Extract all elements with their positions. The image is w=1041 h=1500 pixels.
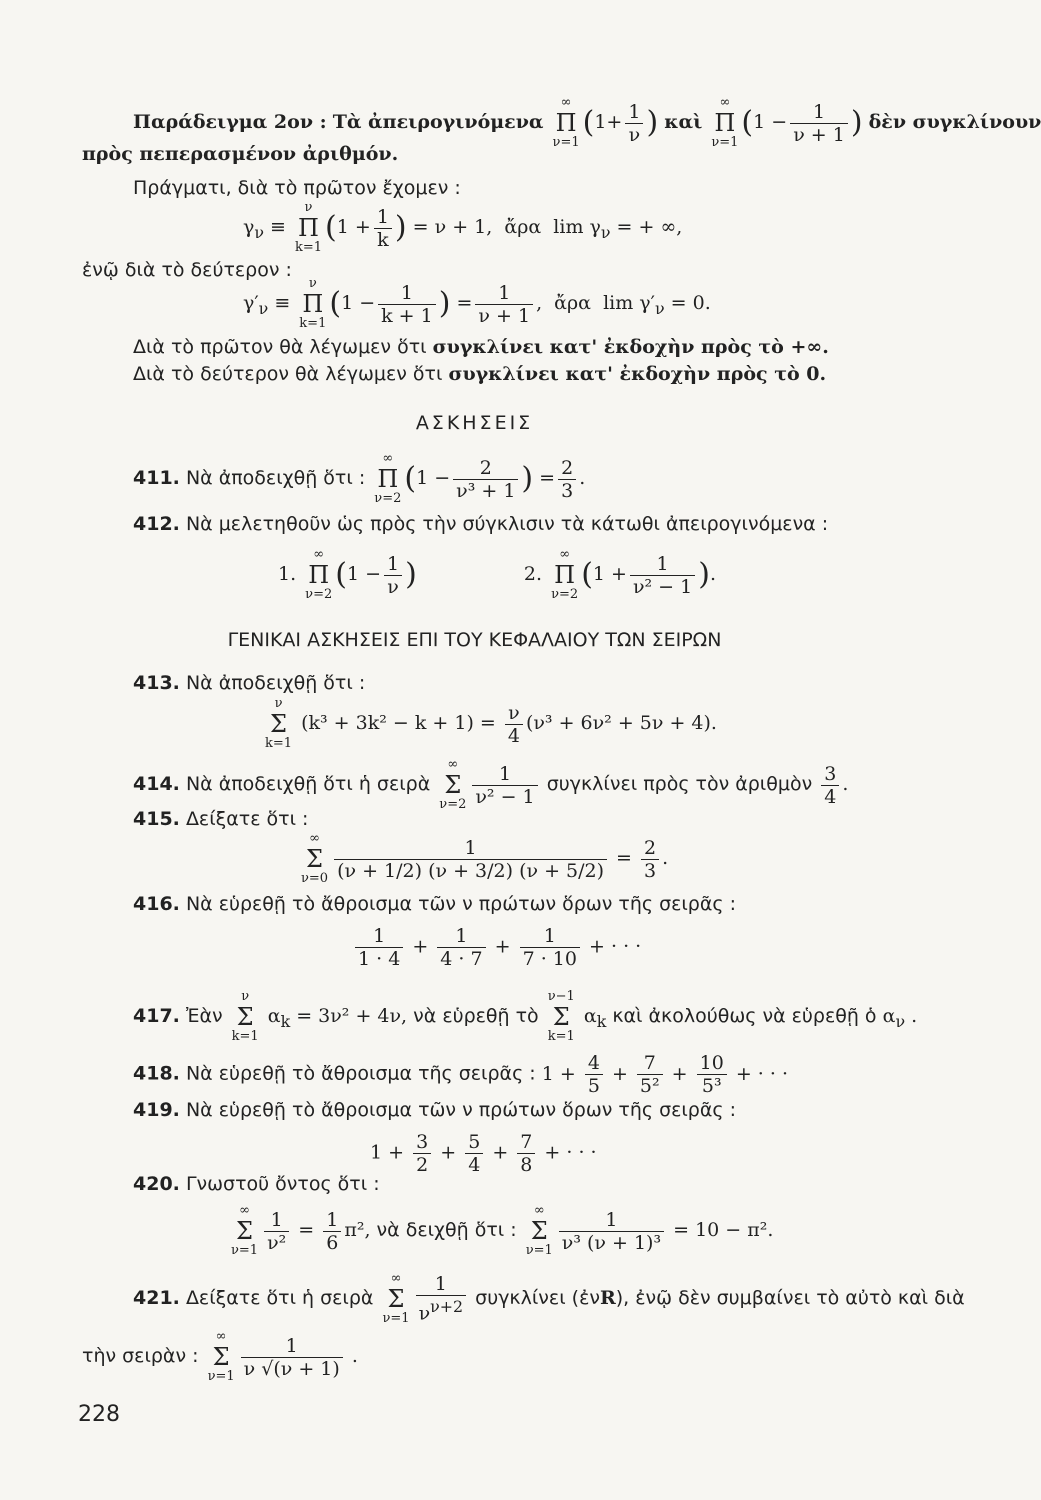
exercise-415-formula: ∞ Σ ν=0 $\frac{1}{(\nu + 1/2) (\nu + 3/2) (\nu + 5/2)}$ = $\frac{2}{3}$ .: [301, 831, 669, 886]
exercise-416: [133, 892, 736, 916]
exercise-420: [133, 1172, 380, 1196]
exercise-text: Νὰ ἀποδειχθῇ ὅτι :: [185, 672, 366, 694]
exercise-number: 421.: [133, 1287, 180, 1309]
reals-symbol: R: [599, 1287, 616, 1309]
exercise-text-2: νὰ εὑρεθῇ τὸ: [413, 1005, 539, 1027]
exercise-421: 421. Δείξατε ὅτι ἡ σειρὰ ∞ Σ ν=1 $\frac{1}{\nu^{\nu+2}}$ συγκλίνει (ἐνR), ἐνῷ δὲν συμβαίνει τὸ αὐτὸ καὶ διὰ: [133, 1271, 965, 1326]
exercise-number: 411.: [133, 467, 180, 489]
exercise-413-formula: ν Σ k=1 (k³ + 3k² − k + 1) = $\frac{\nu}{4}$ (ν³ + 6ν² + 5ν + 4).: [265, 696, 717, 751]
exercise-text: Δείξατε ὅτι ἡ σειρὰ: [185, 1287, 374, 1309]
exercise-416-formula: $\frac{1}{1 \cdot 4}$ + $\frac{1}{4 \cdot 7}$ + $\frac{1}{7 \cdot 10}$ + · · ·: [352, 925, 641, 970]
exercise-text-2: συγκλίνει (ἐν: [475, 1287, 600, 1309]
exercise-text-3: καὶ ἀκολούθως νὰ εὑρεθῇ ὁ: [612, 1005, 877, 1027]
exercise-text: Δείξατε ὅτι :: [185, 808, 309, 830]
product-operator-2: ∞ Π ν=1: [711, 95, 739, 150]
exercise-number: 418.: [133, 1062, 180, 1085]
exercise-417: 417. Ἐὰν ν Σ k=1 $\alpha_k = 3\nu^2 + 4\nu$, νὰ εὑρεθῇ τὸ ν−1 Σ k=1 $\alpha_k$ καὶ ἀκολούθως νὰ εὑρεθῇ ὁ $\alpha_\nu$ .: [133, 989, 918, 1044]
example-line-1: Παράδειγμα 2ον : Τὰ ἀπειρογινόμενα ∞ Π ν=1 (1+ $\frac{1}{\nu}$ ) καὶ ∞ Π ν=1 (1 − $\frac{1}{\nu + 1}$ ) δὲν συγκλίνουν: [133, 95, 1041, 150]
exercise-text-2: νὰ δειχθῇ ὅτι :: [376, 1219, 517, 1241]
conclusion-2-text: Διὰ τὸ δεύτερον θὰ λέγωμεν ὅτι: [133, 363, 443, 385]
exercise-number: 415.: [133, 808, 180, 830]
exercise-text: Νὰ ἀποδειχθῇ ὅτι ἡ σειρὰ: [185, 773, 431, 795]
exercise-415: [133, 807, 308, 831]
exercise-text-2: συγκλίνει πρὸς τὸν ἀριθμὸν: [546, 773, 813, 795]
exercise-number: 417.: [133, 1005, 180, 1027]
exercise-text: Νὰ εὑρεθῇ τὸ ἄθροισμα τῶν ν πρώτων ὅρων τῆς σειρᾶς :: [185, 1099, 736, 1121]
example-line-2: πρὸς πεπερασμένον ἀριθμόν.: [82, 143, 399, 165]
exercise-418: 418. Νὰ εὑρεθῇ τὸ ἄθροισμα τῆς σειρᾶς : 1 + $\frac{4}{5}$ + $\frac{7}{\text{5²}}$ + $\frac{10}{\text{5³}}$ + · · ·: [133, 1052, 789, 1097]
page-number: 228: [78, 1402, 120, 1427]
exercise-420-formula: ∞ Σ ν=1 $\frac{1}{\text{ν²}}$ = $\frac{1}{6}$ π², νὰ δειχθῇ ὅτι : ∞ Σ ν=1 $\frac{1}{\text{ν³ (ν + 1)³}}$ = 10 − π².: [231, 1203, 774, 1258]
conclusion-1: [133, 335, 829, 359]
exercise-text: Νὰ ἀποδειχθῇ ὅτι :: [185, 467, 366, 489]
conclusion-1-bold: συγκλίνει κατ' ἐκδοχὴν πρὸς τὸ +∞.: [432, 336, 829, 358]
exercise-411: 411. Νὰ ἀποδειχθῇ ὅτι : ∞ Π ν=2 (1 − $\frac{2}{\text{ν³ + 1}}$ ) = $\frac{2}{3}$ .: [133, 451, 586, 506]
exercise-text: Νὰ εὑρεθῇ τὸ ἄθροισμα τῶν ν πρώτων ὅρων τῆς σειρᾶς :: [185, 893, 736, 915]
exercise-number: 413.: [133, 672, 180, 694]
exercise-text-3: ), ἐνῷ δὲν συμβαίνει τὸ αὐτὸ καὶ διὰ: [615, 1287, 965, 1309]
exercise-text: Νὰ μελετηθοῦν ὡς πρὸς τὴν σύγκλισιν τὰ κάτωθι ἀπειρογινόμενα :: [185, 513, 829, 535]
intro-text: Πράγματι, διὰ τὸ πρῶτον ἔχομεν :: [133, 177, 461, 199]
heading-general-exercises: ΓΕΝΙΚΑΙ ΑΣΚΗΣΕΙΣ ΕΠΙ ΤΟΥ ΚΕΦΑΛΑΙΟΥ ΤΩΝ ΣΕΙΡΩΝ: [227, 629, 722, 651]
exercise-413: [133, 671, 365, 695]
exercise-414: 414. Νὰ ἀποδειχθῇ ὅτι ἡ σειρὰ ∞ Σ ν=2 $\frac{1}{\text{ν² − 1}}$ συγκλίνει πρὸς τὸν ἀριθμὸν $\frac{3}{4}$ .: [133, 757, 849, 812]
exercise-421-line-2: τὴν σειρὰν : ∞ Σ ν=1 $\frac{1}{\nu √(\nu + 1)}$ .: [82, 1329, 358, 1384]
formula-gamma-1: $\gamma_\nu$ ≡ ν Π k=1 (1 + $\frac{1}{k}$ ) = ν + 1, ἄρα $\lim \gamma_\nu$ = + ∞,: [243, 200, 683, 255]
exercise-text: Νὰ εὑρεθῇ τὸ ἄθροισμα τῆς σειρᾶς :: [185, 1062, 536, 1085]
exercise-text: Γνωστοῦ ὄντος ὅτι :: [185, 1173, 380, 1195]
exercise-412-formulas: 1. ∞ Π ν=2 (1 − $\frac{1}{\nu}$ ) 2. ∞ Π ν=2 (1 + $\frac{1}{\text{ν² − 1}}$ ).: [278, 547, 716, 602]
exercise-number: 416.: [133, 893, 180, 915]
example-tail: δὲν συγκλίνουν: [868, 111, 1041, 133]
exercise-419-formula: 1 + $\frac{3}{2}$ + $\frac{5}{4}$ + $\frac{7}{8}$ + · · ·: [370, 1131, 597, 1176]
exercise-text-4: τὴν σειρὰν :: [82, 1345, 199, 1367]
exercise-419: [133, 1098, 736, 1122]
exercise-number: 420.: [133, 1173, 180, 1195]
and-word: καὶ: [664, 111, 703, 133]
exercise-text: Ἐὰν: [185, 1005, 223, 1027]
exercise-number: 412.: [133, 513, 180, 535]
product-operator: ∞ Π ν=1: [552, 95, 580, 150]
whereas-text: ἐνῷ διὰ τὸ δεύτερον :: [82, 259, 292, 281]
exercise-412: [133, 512, 828, 536]
exercise-number: 414.: [133, 773, 180, 795]
conclusion-2-bold: συγκλίνει κατ' ἐκδοχὴν πρὸς τὸ 0.: [448, 363, 827, 385]
conclusion-2: [133, 362, 826, 386]
example-label: Παράδειγμα 2ον :: [133, 111, 327, 133]
formula-gamma-2: $\gamma'_\nu$ ≡ ν Π k=1 (1 − $\frac{1}{k + 1}$ ) = $\frac{1}{\nu + 1}$ , ἄρα $\lim \gamma'_\nu = 0$.: [243, 276, 711, 331]
conclusion-1-text: Διὰ τὸ πρῶτον θὰ λέγωμεν ὅτι: [133, 336, 427, 358]
exercise-number: 419.: [133, 1099, 180, 1121]
heading-exercises: ΑΣΚΗΣΕΙΣ: [415, 412, 534, 434]
example-text: Τὰ ἀπειρογινόμενα: [332, 111, 544, 133]
